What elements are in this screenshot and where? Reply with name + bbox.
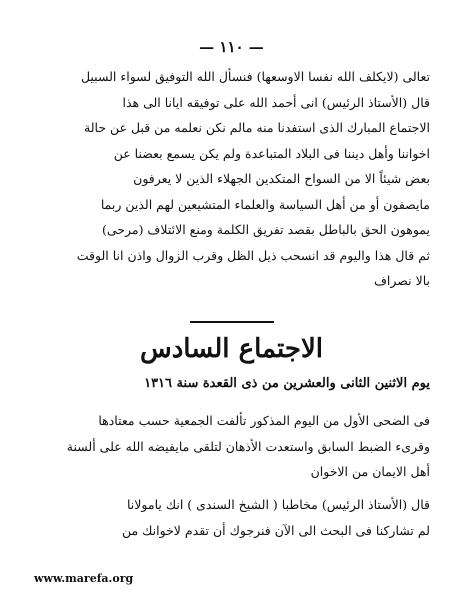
- text-line: أهل الايمان من الاخوان: [310, 464, 430, 479]
- text-line: وقرىء الضبط السابق واستعدت الأذهان لتلقى مايفيضه الله على ألسنة: [66, 438, 430, 454]
- text-line: قال (الأستاذ الرئيس) مخاطبا ( الشيخ السندى ) انك يامولانا: [127, 497, 430, 512]
- text-line: تعالى (لايكلف الله نفسا الاوسعها) فنسأل الله التوفيق لسواء السبيل: [80, 69, 430, 84]
- paragraph-previous-meeting: [34, 64, 430, 294]
- section-divider: [190, 321, 274, 323]
- page-number: — ١١٠ —: [199, 38, 264, 56]
- text-line: اخواننا وأهل ديننا فى البلاد المتباعدة ولم يكن يسمع بعضنا عن: [113, 145, 430, 161]
- text-line: فى الضحى الأول من اليوم المذكور تألفت الجمعية حسب معتادها: [98, 413, 430, 428]
- paragraph-president-address: [34, 492, 430, 543]
- text-line: ثم قال هذا واليوم قد انسحب ذيل الظل وقرب الزوال واذن انا الوقت: [76, 247, 430, 263]
- text-line: يموهون الحق بالباطل بقصد تفريق الكلمة ومنع الائتلاف (مرحى): [101, 222, 430, 237]
- paragraph-opening: [34, 408, 430, 485]
- text-line: لم تشاركنا فى البحث الى الآن فنرجوك أن تقدم لاخوانك من: [121, 522, 430, 538]
- section-heading: الاجتماع السادس: [139, 334, 324, 364]
- text-line: بعض شيئاً الا من السواح المتكدين الجهلاء الذين لا يعرفون: [133, 171, 430, 186]
- meeting-date: يوم الاثنين الثانى والعشرين من ذى القعدة سنة ١٣١٦: [144, 376, 430, 391]
- text-line: الاجتماع المبارك الذى استفدنا منه مالم نكن نعلمه من قبل عن حالة: [84, 120, 430, 135]
- text-line: مايصفون أو من أهل السياسة والعلماء المتشيعين لهم الذين ربما: [100, 196, 430, 212]
- website-watermark: www.marefa.org: [34, 572, 134, 585]
- text-line: بالا نصراف: [373, 273, 430, 288]
- text-line: قال (الأستاذ الرئيس) انى أحمد الله على توفيقه ايانا الى هذا: [122, 94, 430, 110]
